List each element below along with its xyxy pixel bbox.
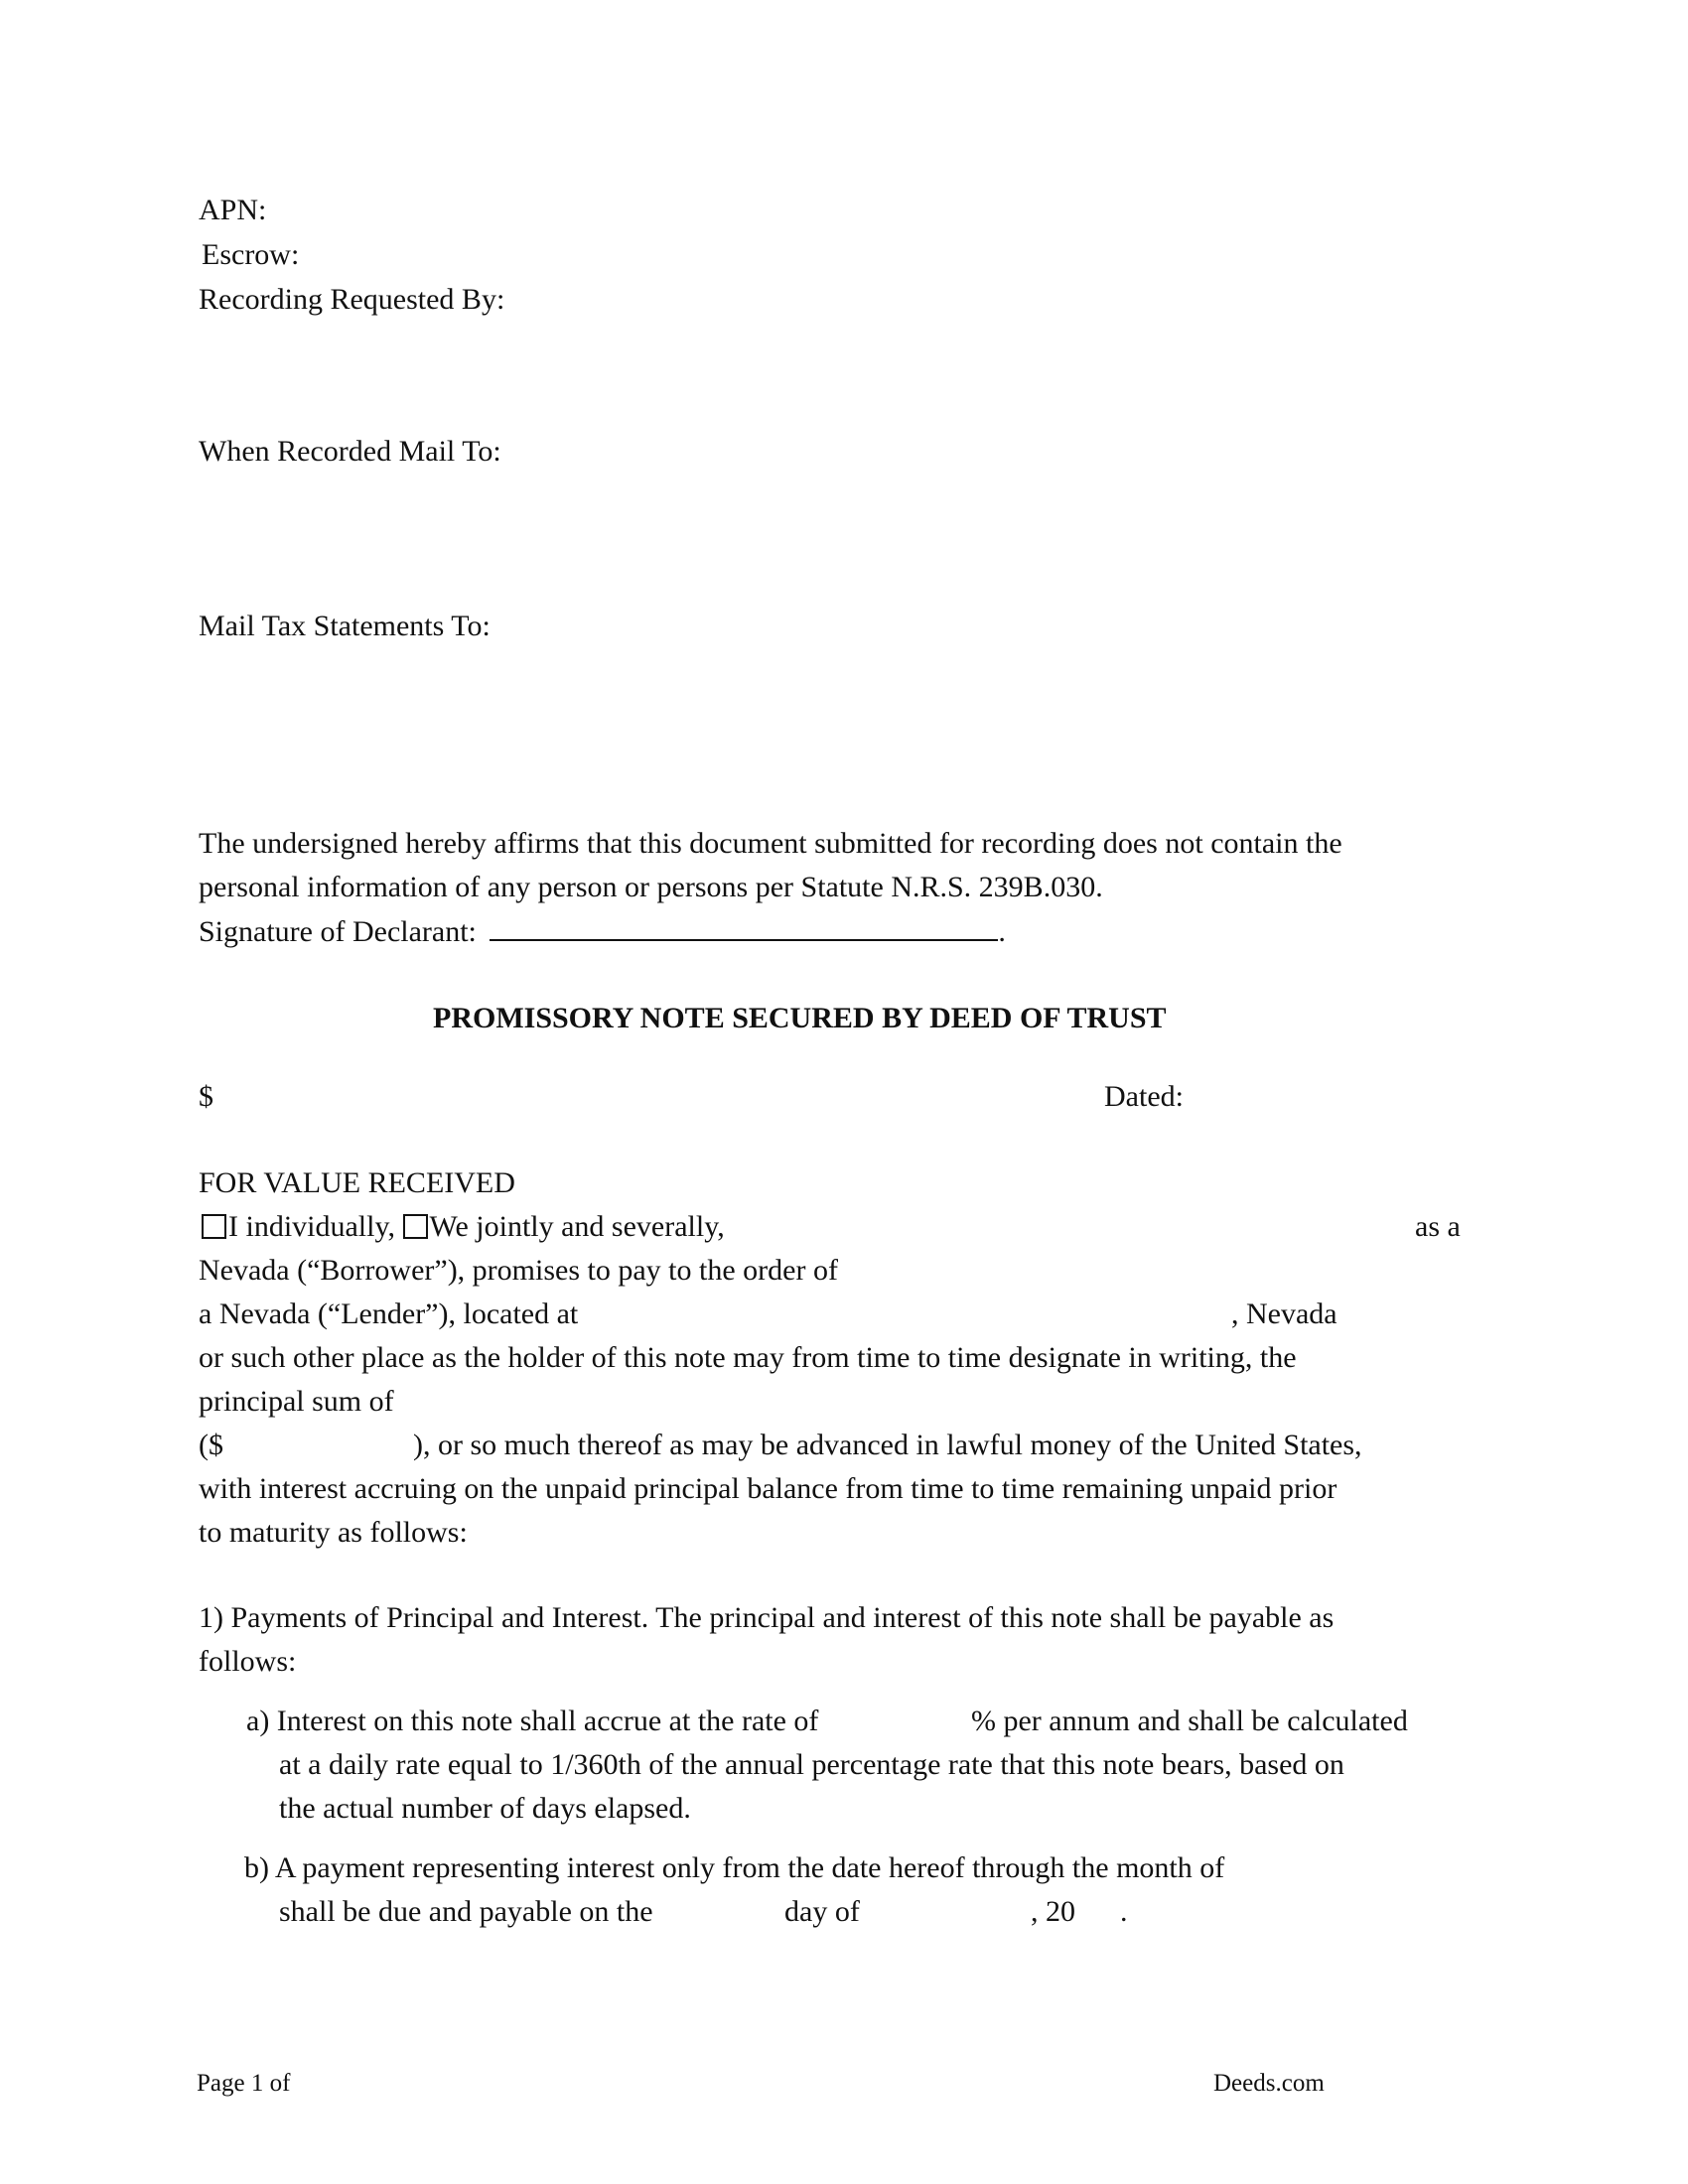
for-value-received: FOR VALUE RECEIVED bbox=[199, 1166, 515, 1199]
signature-line bbox=[199, 909, 1006, 954]
checkbox-jointly[interactable] bbox=[403, 1214, 428, 1239]
borrower-options bbox=[202, 1205, 725, 1249]
lender-line: a Nevada (“Lender”), located at bbox=[199, 1297, 579, 1330]
section1-line-2: follows: bbox=[199, 1645, 297, 1678]
apn-label: APN: bbox=[199, 194, 267, 226]
borrower-line: Nevada (“Borrower”), promises to pay to the order of bbox=[199, 1254, 838, 1287]
footer-brand: Deeds.com bbox=[1213, 2070, 1325, 2097]
affirmation-line-1: The undersigned hereby affirms that this document submitted for recording does not contain the bbox=[199, 827, 1342, 860]
option-jointly-label: We jointly and severally, bbox=[429, 1210, 725, 1243]
mail-tax-statements-to-label: Mail Tax Statements To: bbox=[199, 610, 491, 642]
clause-b-year: , 20 bbox=[1031, 1895, 1075, 1928]
clause-a-line-2: at a daily rate equal to 1/360th of the annual percentage rate that this note bears, based on bbox=[279, 1748, 1344, 1781]
footer-page-number: Page 1 of bbox=[197, 2070, 291, 2097]
dated-label: Dated: bbox=[1104, 1080, 1184, 1113]
clause-a-line-1-post: % per annum and shall be calculated bbox=[971, 1705, 1408, 1737]
affirmation-line-2: personal information of any person or persons per Statute N.R.S. 239B.030. bbox=[199, 871, 1103, 903]
signature-label: Signature of Declarant: bbox=[199, 915, 477, 948]
money-line: ), or so much thereof as may be advanced in lawful money of the United States, bbox=[413, 1429, 1362, 1461]
recording-requested-by-label: Recording Requested By: bbox=[199, 283, 505, 316]
paren-dollar: ($ bbox=[199, 1429, 223, 1461]
clause-b-end: . bbox=[1120, 1895, 1128, 1928]
clause-b-line-2-mid: day of bbox=[784, 1895, 860, 1928]
maturity-line: to maturity as follows: bbox=[199, 1516, 468, 1549]
clause-a-line-1-pre: a) Interest on this note shall accrue at the rate of bbox=[246, 1705, 819, 1737]
option-individually-label: I individually, bbox=[228, 1210, 396, 1243]
checkbox-individually[interactable] bbox=[202, 1214, 226, 1239]
escrow-label: Escrow: bbox=[202, 238, 300, 271]
signature-blank bbox=[490, 909, 998, 941]
clause-a-line-3: the actual number of days elapsed. bbox=[279, 1792, 691, 1825]
section1-line-1: 1) Payments of Principal and Interest. The principal and interest of this note shall be payable as bbox=[199, 1601, 1335, 1634]
holder-line: or such other place as the holder of this note may from time to time designate in writing, the bbox=[199, 1341, 1297, 1374]
clause-b-line-2-pre: shall be due and payable on the bbox=[279, 1895, 653, 1928]
lender-state: , Nevada bbox=[1231, 1297, 1337, 1330]
as-a-text: as a bbox=[1415, 1210, 1461, 1243]
when-recorded-mail-to-label: When Recorded Mail To: bbox=[199, 435, 501, 468]
principal-line: principal sum of bbox=[199, 1385, 394, 1418]
document-title: PROMISSORY NOTE SECURED BY DEED OF TRUST bbox=[433, 1002, 1167, 1034]
clause-b-line-1: b) A payment representing interest only from the date hereof through the month of bbox=[244, 1851, 1225, 1884]
interest-accruing-line: with interest accruing on the unpaid principal balance from time to time remaining unpaid prior bbox=[199, 1472, 1337, 1505]
signature-period: . bbox=[998, 915, 1006, 948]
dollar-sign: $ bbox=[199, 1080, 213, 1113]
